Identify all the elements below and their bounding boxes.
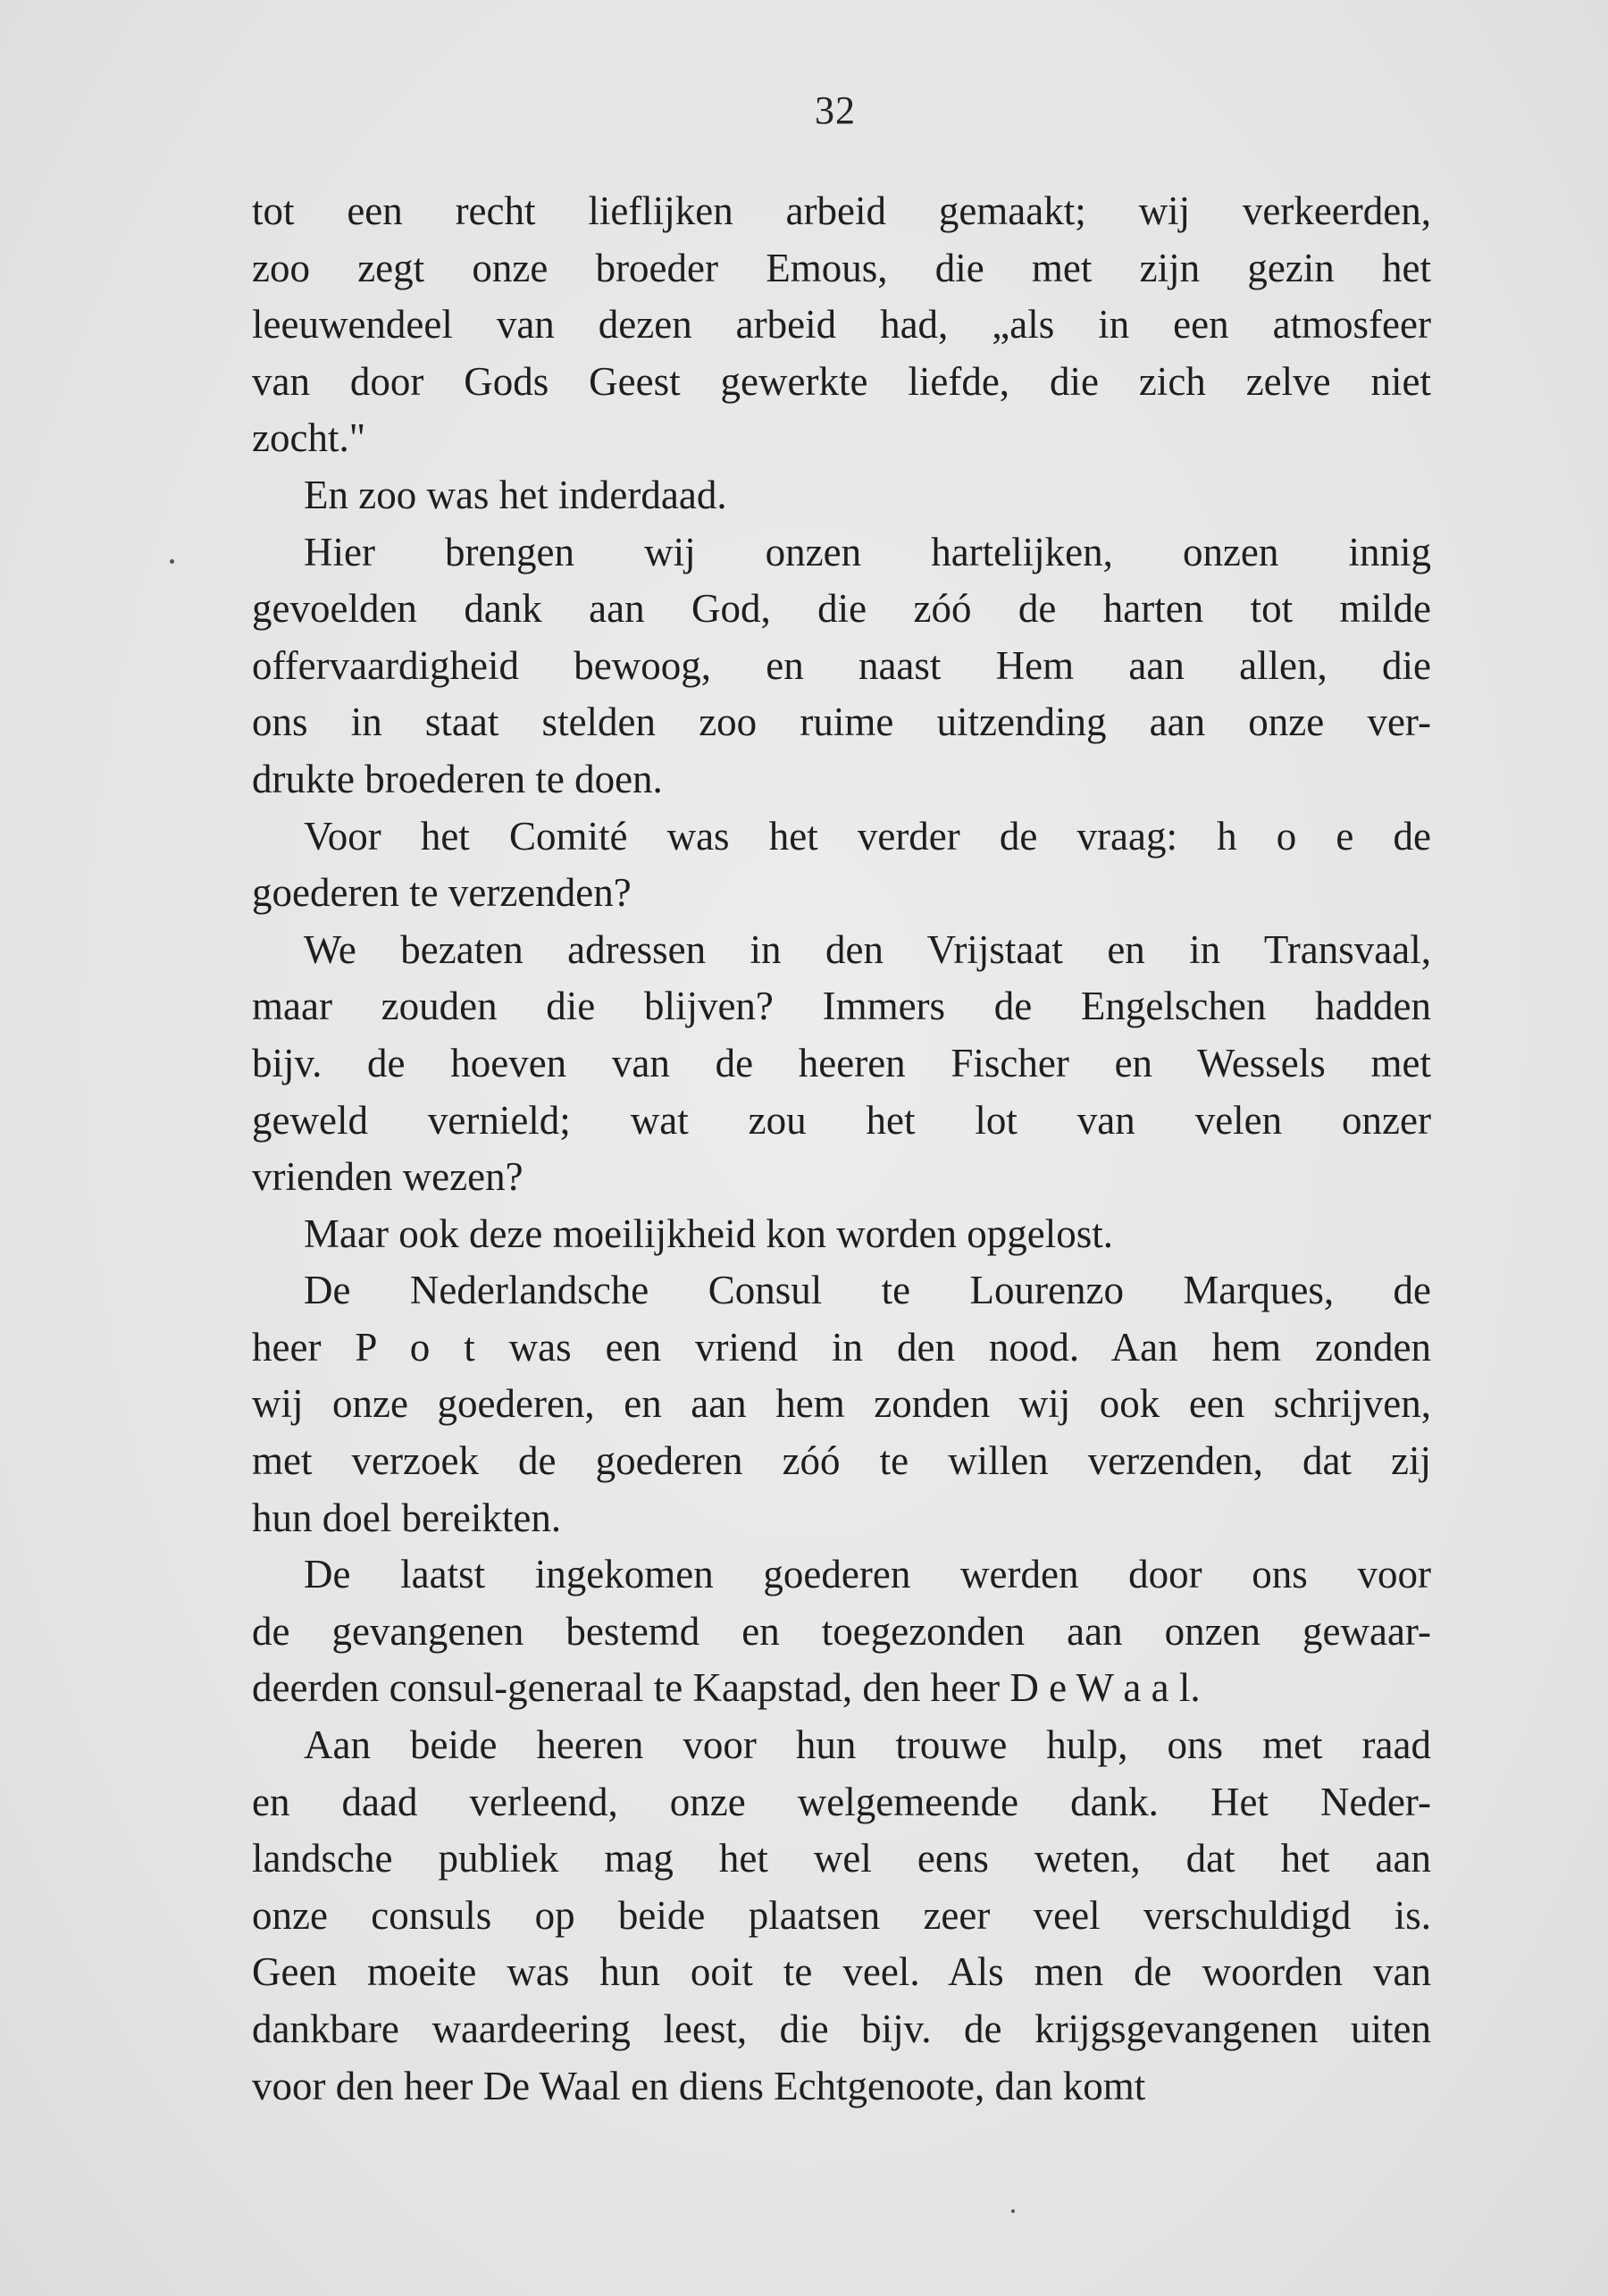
text-line: onze consuls op beide plaatsen zeer veel verschuldigd is. — [252, 1892, 1431, 1938]
paragraph — [252, 922, 1431, 1206]
paragraph — [252, 183, 1431, 467]
text-line: goederen te verzenden? — [252, 870, 632, 916]
text-line: bijv. de hoeven van de heeren Fischer en Wessels met — [252, 1040, 1431, 1085]
text-line: drukte broederen te doen. — [252, 756, 663, 801]
text-line: zocht." — [252, 415, 366, 461]
text-line: de gevangenen bestemd en toegezonden aan onzen gewaar- — [252, 1608, 1431, 1654]
text-line: Geen moeite was hun ooit te veel. Als men de woorden van — [252, 1949, 1431, 1995]
paragraph — [252, 1546, 1431, 1717]
paragraph — [252, 1262, 1431, 1546]
paragraph — [252, 1206, 1431, 1263]
text-line: ons in staat stelden zoo ruime uitzending aan onze ver- — [252, 700, 1431, 745]
text-line: Voor het Comité was het verder de vraag: h o e de — [304, 813, 1431, 859]
text-line: deerden consul-generaal te Kaapstad, den heer D e W a a l. — [252, 1665, 1201, 1711]
text-line: en daad verleend, onze welgemeende dank. Het Neder- — [252, 1779, 1431, 1824]
paragraph — [252, 809, 1431, 922]
paragraph — [252, 1717, 1431, 2115]
text-line: geweld vernield; wat zou het lot van velen onzer — [252, 1097, 1431, 1143]
text-line: van door Gods Geest gewerkte liefde, die zich zelve niet — [252, 358, 1431, 404]
text-line: offervaardigheid bewoog, en naast Hem aan allen, die — [252, 642, 1431, 688]
text-line: En zoo was het inderdaad. — [304, 472, 727, 517]
text-line: voor den heer De Waal en diens Echtgenoote, dan komt — [252, 2063, 1146, 2108]
text-line: gevoelden dank aan God, die zóó de harten tot milde — [252, 586, 1431, 632]
text-line: De laatst ingekomen goederen werden door ons voor — [304, 1552, 1431, 1597]
text-line: heer P o t was een vriend in den nood. Aan hem zonden — [252, 1324, 1431, 1370]
text-line: leeuwendeel van dezen arbeid had, „als in een atmosfeer — [252, 302, 1431, 348]
paper-speck — [170, 559, 174, 564]
text-line: We bezaten adressen in den Vrijstaat en in Transvaal, — [304, 926, 1431, 972]
page-number: 32 — [815, 88, 856, 132]
text-line: Maar ook deze moeilijkheid kon worden opgelost. — [304, 1211, 1114, 1256]
text-line: wij onze goederen, en aan hem zonden wij ook een schrijven, — [252, 1381, 1431, 1427]
text-line: met verzoek de goederen zóó te willen verzenden, dat zij — [252, 1438, 1431, 1484]
text-line: tot een recht lieflijken arbeid gemaakt; wij verkeerden, — [252, 189, 1431, 233]
text-line: landsche publiek mag het wel eens weten, dat het aan — [252, 1836, 1431, 1881]
text-line: vrienden wezen? — [252, 1154, 523, 1200]
paragraph — [252, 467, 1431, 524]
paper-speck — [1011, 2209, 1015, 2213]
text-line: Aan beide heeren voor hun trouwe hulp, ons met raad — [304, 1722, 1431, 1768]
text-line: maar zouden die blijven? Immers de Engelschen hadden — [252, 984, 1431, 1029]
text-line: hun doel bereikten. — [252, 1495, 562, 1540]
paragraph — [252, 524, 1431, 809]
text-line: Hier brengen wij onzen hartelijken, onzen innig — [304, 529, 1431, 574]
text-line: dankbare waardeering leest, die bijv. de krijgsgevangenen uiten — [252, 2007, 1431, 2051]
text-line: zoo zegt onze broeder Emous, die met zijn gezin het — [252, 245, 1431, 290]
body-text — [252, 183, 1431, 2115]
text-line: De Nederlandsche Consul te Lourenzo Marques, de — [304, 1268, 1431, 1313]
